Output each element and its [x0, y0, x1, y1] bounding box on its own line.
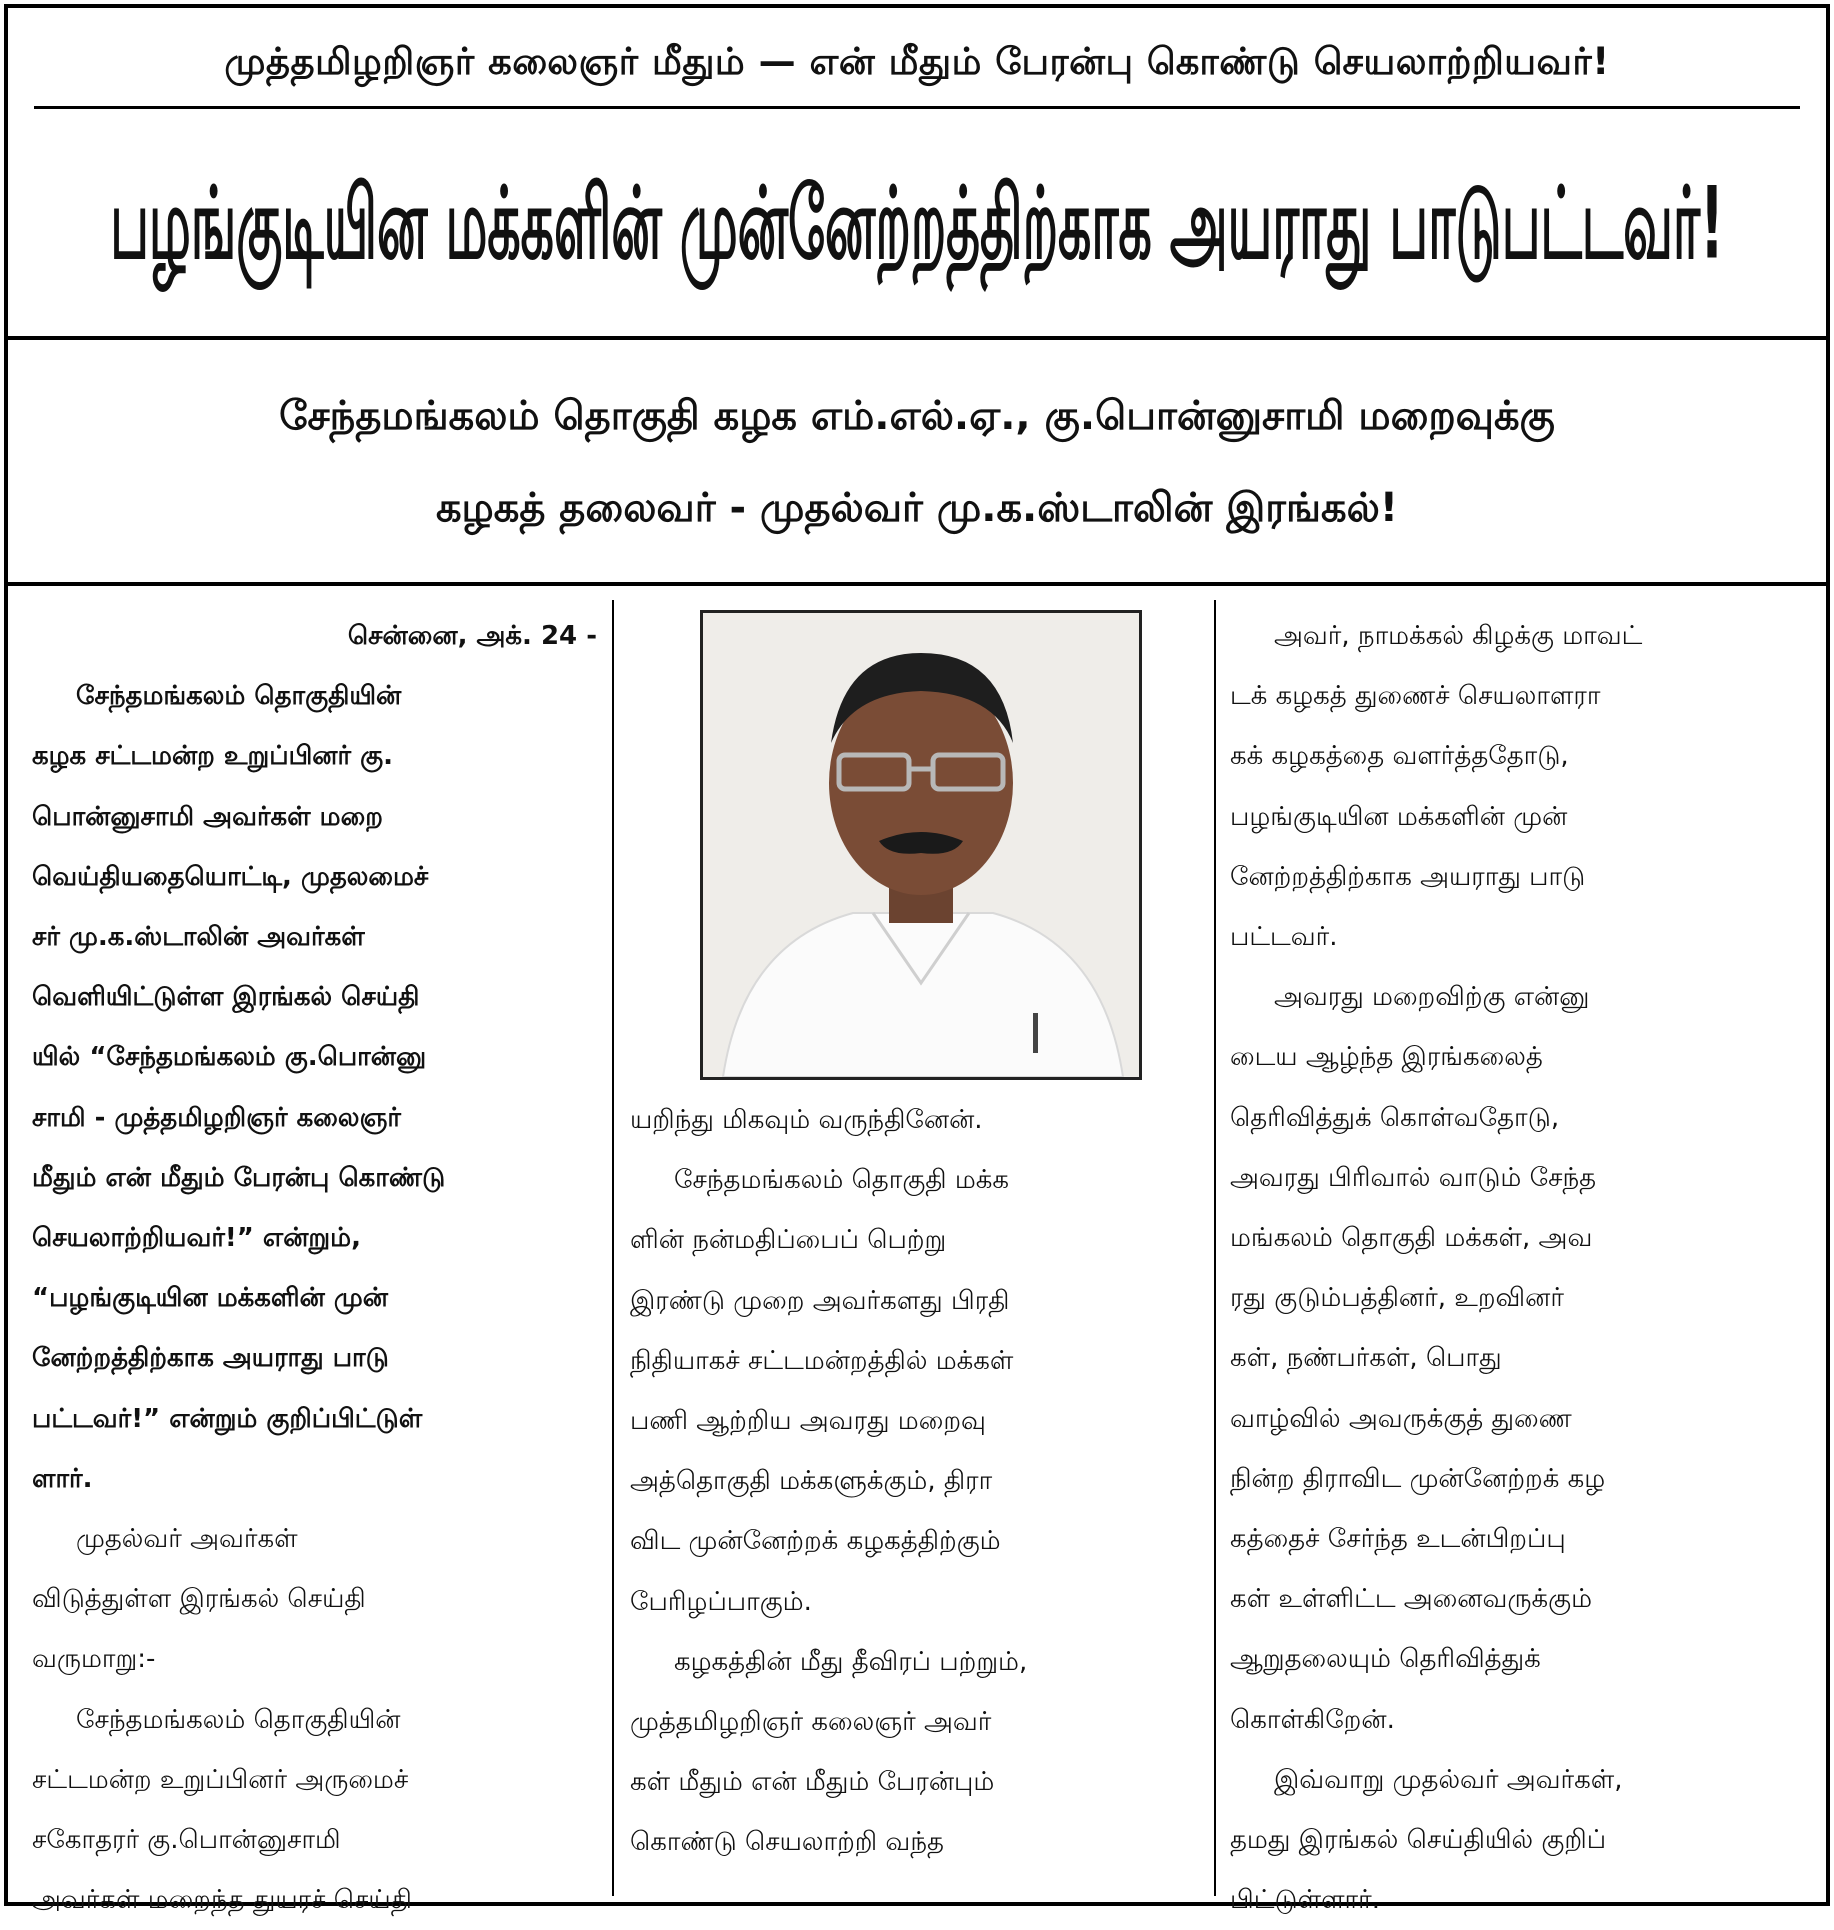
text-line: னேற்றத்திற்காக அயராது பாடு [32, 1343, 389, 1374]
text-line: பேரிழப்பாகும். [630, 1586, 812, 1617]
text-line: இரண்டு முறை அவர்களது பிரதி [630, 1285, 1010, 1316]
text-line: அவர், நாமக்கல் கிழக்கு மாவட் [1274, 621, 1643, 651]
text-line: ளின் நன்மதிப்பைப் பெற்று [630, 1225, 947, 1256]
text-line: சர் மு.க.ஸ்டாலின் அவர்கள் [32, 922, 365, 953]
article-column-right [1230, 606, 1800, 1930]
text-line: விட முன்னேற்றக் கழகத்திற்கும் [630, 1526, 1001, 1557]
text-line: கக் கழகத்தை வளர்த்ததோடு, [1230, 741, 1569, 772]
text-line: கத்தைச் சேர்ந்த உடன்பிறப்பு [1230, 1524, 1566, 1555]
text-line: யறிந்து மிகவும் வருந்தினேன். [630, 1105, 983, 1135]
subheadline-line-2: கழகத் தலைவர் - முதல்வர் மு.க.ஸ்டாலின் இரங்கல்! [435, 485, 1399, 531]
text-line: மீதும் என் மீதும் பேரன்பு கொண்டு [32, 1162, 446, 1193]
text-line: கள் உள்ளிட்ட அனைவருக்கும் [1230, 1584, 1592, 1615]
text-line: ஆறுதலையும் தெரிவித்துக் [1230, 1644, 1541, 1675]
main-headline: பழங்குடியின மக்களின் முன்னேற்றத்திற்காக அயராது பாடுபட்டவர்! [110, 168, 1724, 282]
text-line: சட்டமன்ற உறுப்பினர் அருமைச் [32, 1764, 409, 1795]
text-line: சேந்தமங்கலம் தொகுதியின் [76, 681, 402, 712]
text-line: கள் மீதும் என் மீதும் பேரன்பும் [630, 1767, 995, 1798]
text-line: னேற்றத்திற்காக அயராது பாடு [1230, 861, 1586, 892]
dateline: சென்னை, அக். 24 - [347, 621, 597, 651]
text-line: வாழ்வில் அவருக்குத் துணை [1230, 1403, 1572, 1434]
text-line: சேந்தமங்கலம் தொகுதி மக்க [674, 1165, 1010, 1196]
text-line: இவ்வாறு முதல்வர் அவர்கள், [1274, 1764, 1623, 1795]
text-line: பொன்னுசாமி அவர்கள் மறை [32, 801, 383, 832]
text-line: கழக சட்டமன்ற உறுப்பினர் கு. [32, 741, 393, 772]
text-line: நின்ற திராவிட முன்னேற்றக் கழ [1230, 1463, 1606, 1494]
text-line: டக் கழகத் துணைச் செயலாளரா [1230, 681, 1601, 712]
text-line: சாமி - முத்தமிழறிஞர் கலைஞர் [32, 1102, 401, 1133]
subheadline-box [4, 340, 1830, 586]
kicker-line: முத்தமிழறிஞர் கலைஞர் மீதும் — என் மீதும் பேரன்பு கொண்டு செயலாற்றியவர்! [224, 40, 1610, 83]
text-line: வருமாறு:- [32, 1644, 156, 1675]
text-line: முதல்வர் அவர்கள் [76, 1524, 298, 1555]
subheadline-line-1: சேந்தமங்கலம் தொகுதி கழக எம்.எல்.ஏ., கு.பொன்னுசாமி மறைவுக்கு [279, 393, 1555, 439]
text-line: அவரது பிரிவால் வாடும் சேந்த [1230, 1162, 1597, 1193]
portrait-photo [700, 610, 1142, 1080]
text-line: பட்டவர்!” என்றும் குறிப்பிட்டுள் [32, 1403, 423, 1434]
text-line: பழங்குடியின மக்களின் முன் [1230, 801, 1568, 832]
headline-box [4, 4, 1830, 340]
text-line: அவர்கள் மறைந்த துயரச் செய்தி [32, 1885, 412, 1916]
text-line: ளார். [32, 1463, 93, 1494]
text-line: “பழங்குடியின மக்களின் முன் [32, 1283, 389, 1314]
text-line: கொள்கிறேன். [1230, 1704, 1395, 1735]
text-line: பிட்டுள்ளார். [1230, 1885, 1380, 1916]
text-line: கள், நண்பர்கள், பொது [1230, 1343, 1502, 1374]
column-divider-1 [612, 600, 614, 1896]
text-line: பணி ஆற்றிய அவரது மறைவு [630, 1406, 986, 1437]
text-line: முத்தமிழறிஞர் கலைஞர் அவர் [630, 1707, 992, 1738]
text-line: ரது குடும்பத்தினர், உறவினர் [1230, 1283, 1564, 1314]
column-divider-2 [1214, 600, 1216, 1896]
portrait-illustration [703, 613, 1139, 1077]
text-line: கழகத்தின் மீது தீவிரப் பற்றும், [674, 1646, 1028, 1677]
text-line: அத்தொகுதி மக்களுக்கும், திரா [630, 1466, 993, 1497]
text-line: அவரது மறைவிற்கு என்னு [1274, 982, 1590, 1013]
text-line: விடுத்துள்ள இரங்கல் செய்தி [32, 1584, 366, 1615]
text-line: தெரிவித்துக் கொள்வதோடு, [1230, 1102, 1560, 1133]
text-line: வெளியிட்டுள்ள இரங்கல் செய்தி [32, 982, 420, 1013]
text-line: வெய்தியதையொட்டி, முதலமைச் [32, 861, 429, 892]
text-line: யில் “சேந்தமங்கலம் கு.பொன்னு [32, 1042, 427, 1073]
text-line: சகோதரர் கு.பொன்னுசாமி [32, 1825, 341, 1856]
text-line: டைய ஆழ்ந்த இரங்கலைத் [1230, 1042, 1543, 1073]
text-line: சேந்தமங்கலம் தொகுதியின் [76, 1704, 401, 1735]
text-line: கொண்டு செயலாற்றி வந்த [630, 1827, 944, 1858]
article-column-left [32, 606, 597, 1930]
text-line: நிதியாகச் சட்டமன்றத்தில் மக்கள் [630, 1345, 1014, 1376]
text-line: தமது இரங்கல் செய்தியில் குறிப் [1230, 1825, 1607, 1856]
text-line: செயலாற்றியவர்!” என்றும், [32, 1223, 361, 1254]
text-line: மங்கலம் தொகுதி மக்கள், அவ [1230, 1223, 1593, 1254]
article-column-middle [630, 1090, 1200, 1873]
text-line: பட்டவர். [1230, 922, 1338, 953]
